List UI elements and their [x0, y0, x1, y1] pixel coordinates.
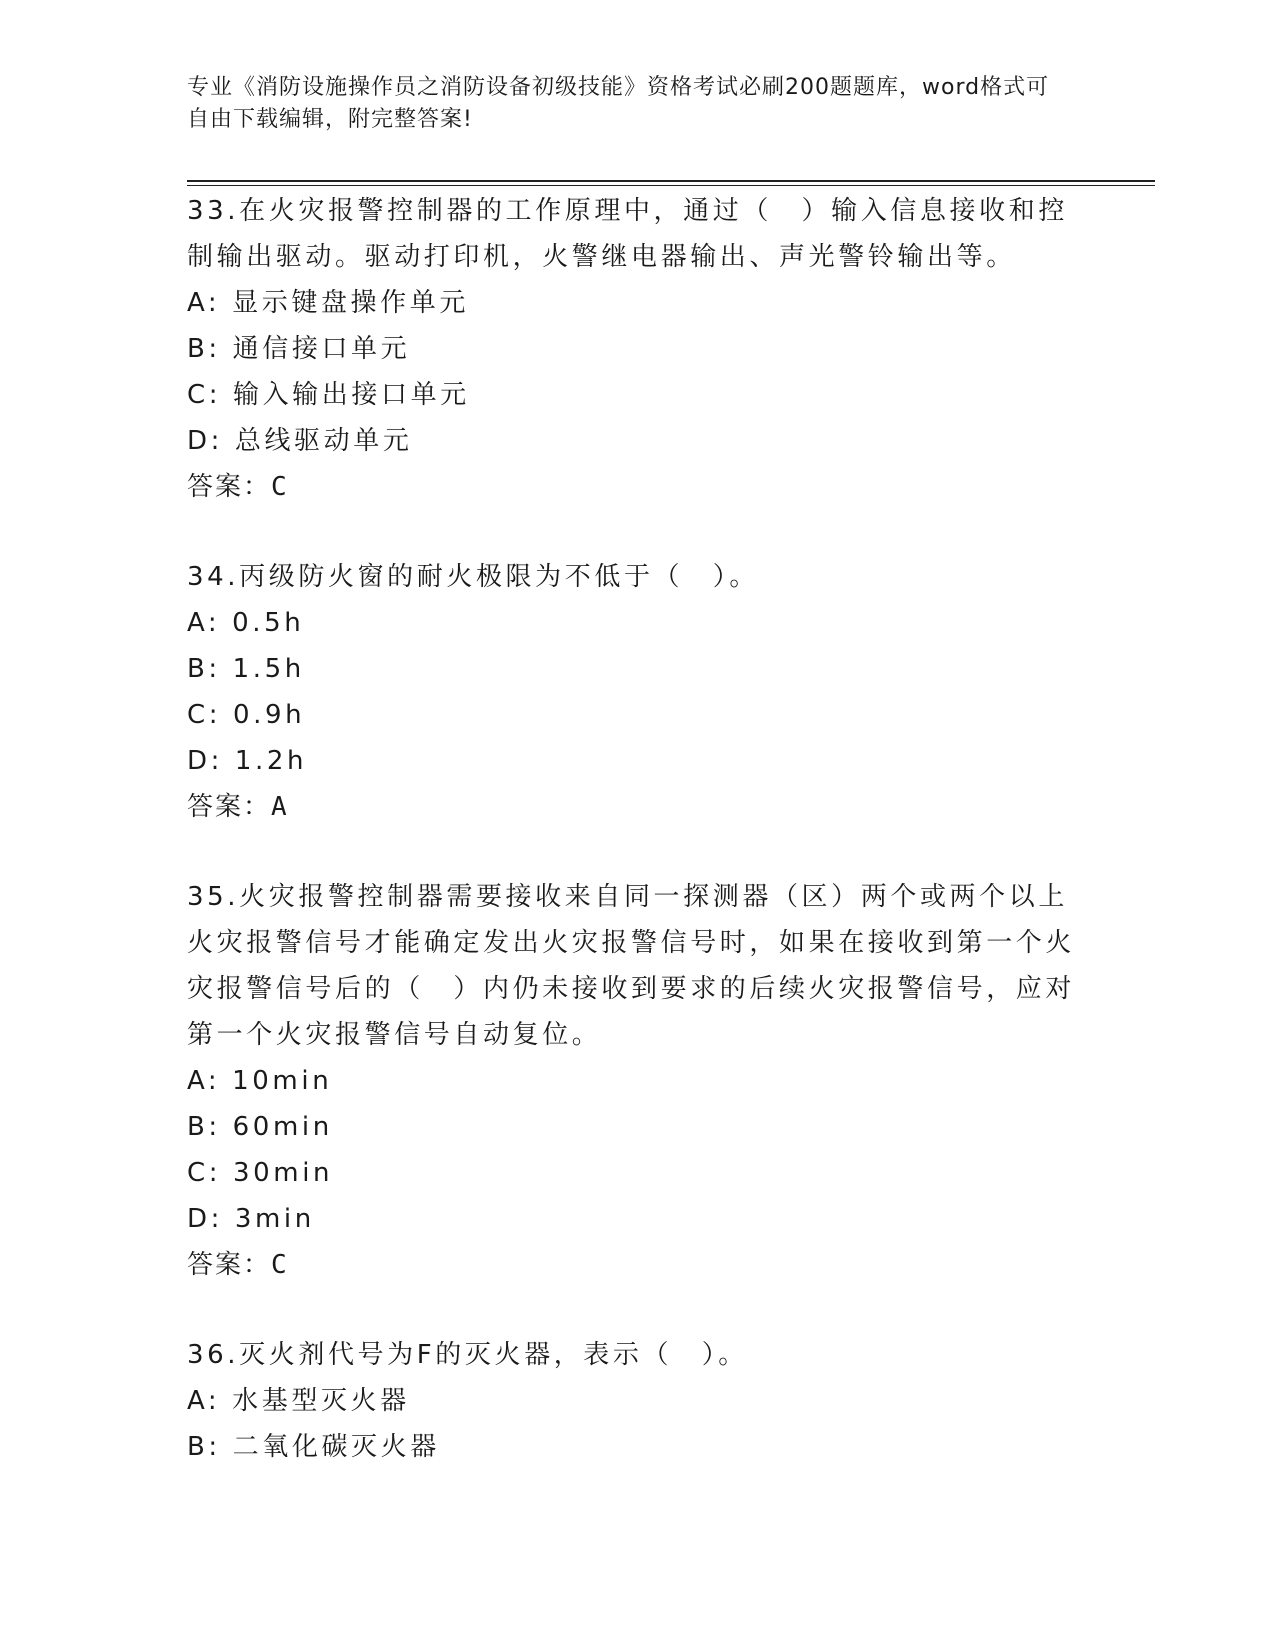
option-c: C: 输入输出接口单元 [187, 380, 470, 410]
question-stem: 34.丙级防火窗的耐火极限为不低于（ ）。 [187, 562, 759, 592]
answer-label: 答案： [187, 1250, 272, 1280]
option-b: B: 1.5h [187, 654, 305, 684]
answer-label: 答案： [187, 472, 272, 502]
answer-value: C [271, 1250, 287, 1280]
answer-line [187, 464, 1087, 510]
option-c: C: 30min [187, 1158, 334, 1188]
answer-line [187, 784, 1087, 830]
question-36 [187, 1332, 1087, 1470]
option-a: A: 0.5h [187, 608, 305, 638]
question-35 [187, 874, 1087, 1288]
answer-value: A [271, 792, 287, 822]
question-34 [187, 554, 1087, 830]
option-d: D: 总线驱动单元 [187, 426, 413, 456]
question-33 [187, 188, 1087, 510]
option-d: D: 1.2h [187, 746, 308, 776]
option-a: A: 显示键盘操作单元 [187, 288, 469, 318]
option-b: B: 60min [187, 1112, 333, 1142]
header-divider-thin [187, 185, 1155, 186]
answer-label: 答案： [187, 792, 272, 822]
header-divider-thick [187, 180, 1155, 182]
option-c: C: 0.9h [187, 700, 306, 730]
document-header: 专业《消防设施操作员之消防设备初级技能》资格考试必刷200题题库，word格式可自由下载编辑，附完整答案! [187, 75, 1050, 132]
option-b: B: 二氧化碳灭火器 [187, 1432, 440, 1462]
answer-line [187, 1242, 1087, 1288]
option-b: B: 通信接口单元 [187, 334, 411, 364]
question-stem: 35.火灾报警控制器需要接收来自同一探测器（区）两个或两个以上火灾报警信号才能确定发出火灾报警信号时，如果在接收到第一个火灾报警信号后的（ ）内仍未接收到要求的后续火灾报警信号，应对第一个火灾报警信号自动复位。 [187, 882, 1076, 1050]
option-a: A: 水基型灭火器 [187, 1386, 410, 1416]
question-stem: 33.在火灾报警控制器的工作原理中，通过（ ）输入信息接收和控制输出驱动。驱动打印机，火警继电器输出、声光警铃输出等。 [187, 196, 1068, 272]
question-list [187, 188, 1087, 1514]
option-a: A: 10min [187, 1066, 333, 1096]
question-stem: 36.灭火剂代号为F的灭火器，表示（ ）。 [187, 1340, 748, 1370]
option-d: D: 3min [187, 1204, 315, 1234]
answer-value: C [271, 472, 287, 502]
